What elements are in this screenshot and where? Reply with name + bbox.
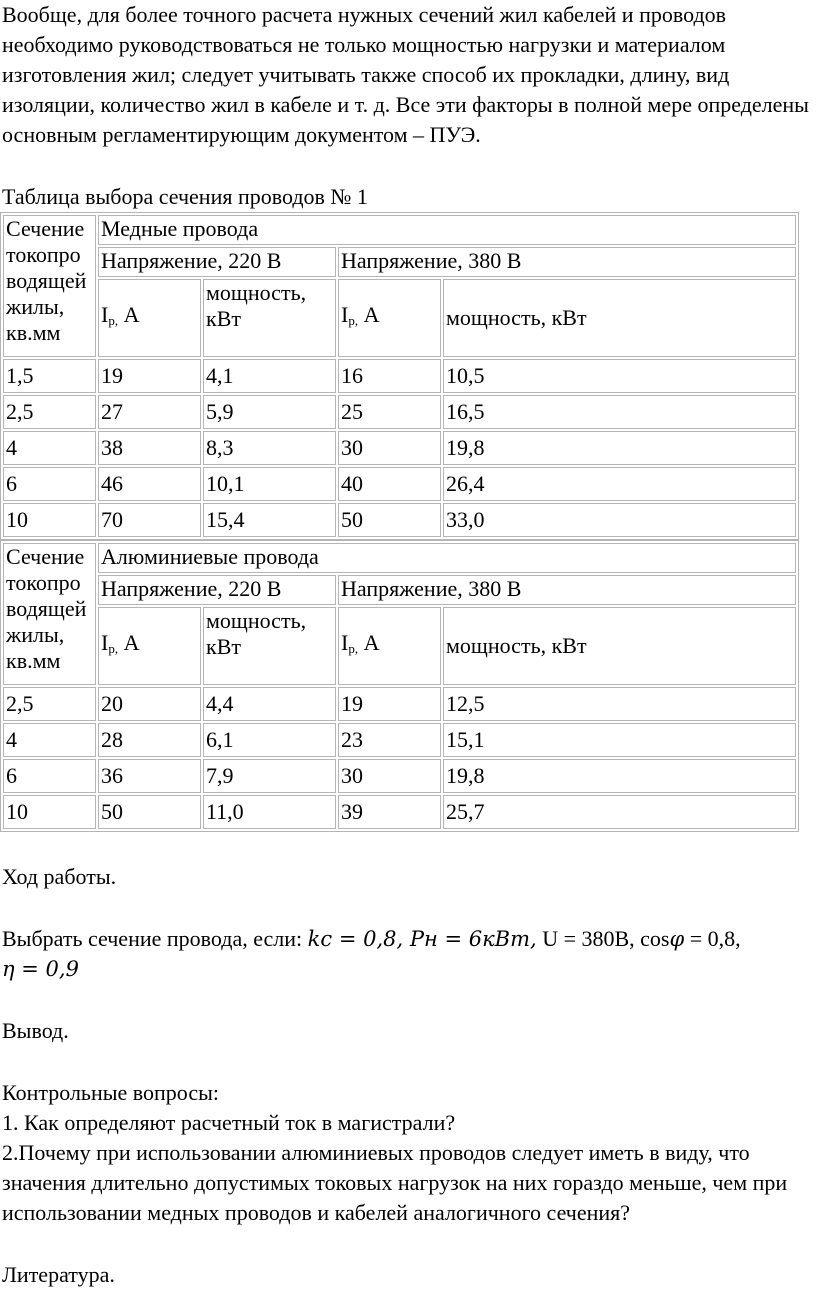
cell-power-220: 4,1	[203, 359, 336, 393]
table-row	[3, 467, 796, 501]
current-symbol: I	[341, 302, 349, 327]
task-formula-1: 𝑘𝑐 = 0,8, 𝑃н = 6кВт,	[307, 927, 537, 951]
copper-table-body	[3, 359, 796, 537]
cell-section: 1,5	[3, 359, 96, 393]
cell-power-220: 7,9	[203, 759, 336, 793]
question-item: 2.Почему при использовании алюминиевых проводов следует иметь в виду, что значения длительно допустимых токовых нагрузок на них гораздо меньше, чем при использовании медных проводов и кабелей аналогичного сечения?	[2, 1140, 788, 1225]
current-unit: А	[358, 630, 380, 655]
table-row	[3, 723, 796, 757]
cell-current-220: 20	[98, 687, 201, 721]
power-220-header-cell: мощность, кВт	[203, 607, 336, 685]
cell-power-220: 6,1	[203, 723, 336, 757]
cell-current-380: 30	[338, 759, 441, 793]
cell-power-220: 4,4	[203, 687, 336, 721]
current-380-header-cell	[338, 279, 441, 357]
power-380-header-cell: мощность, кВт	[443, 279, 796, 357]
current-symbol: I	[341, 630, 349, 655]
cell-current-380: 19	[338, 687, 441, 721]
table-row	[3, 359, 796, 393]
task-prefix: Выбрать сечение провода, если:	[2, 926, 308, 951]
current-symbol: I	[101, 630, 109, 655]
cell-power-380: 26,4	[443, 467, 796, 501]
section-header-cell: Сечение токопро водящей жилы, кв.мм	[3, 543, 96, 685]
cell-power-380: 19,8	[443, 759, 796, 793]
cell-current-220: 19	[98, 359, 201, 393]
workflow-heading: Ход работы.	[2, 864, 117, 889]
current-subscript: р,	[348, 641, 359, 656]
cell-current-220: 28	[98, 723, 201, 757]
cell-power-380: 10,5	[443, 359, 796, 393]
conclusion-heading: Вывод.	[2, 1018, 69, 1043]
cell-power-380: 33,0	[443, 503, 796, 537]
voltage-380-header-cell: Напряжение, 380 В	[338, 247, 796, 277]
power-380-header-cell: мощность, кВт	[443, 607, 796, 685]
cell-power-380: 12,5	[443, 687, 796, 721]
cell-section: 6	[3, 467, 96, 501]
cell-section: 4	[3, 723, 96, 757]
cell-current-380: 30	[338, 431, 441, 465]
current-unit: А	[118, 302, 140, 327]
cell-current-220: 46	[98, 467, 201, 501]
cell-section: 10	[3, 503, 96, 537]
cell-power-380: 15,1	[443, 723, 796, 757]
questions-title: Контрольные вопросы:	[2, 1080, 219, 1105]
cell-power-380: 25,7	[443, 795, 796, 829]
voltage-380-header-cell: Напряжение, 380 В	[338, 575, 796, 605]
task-plain: U = 380В, cos	[536, 926, 670, 951]
task-plain-2: = 0,8,	[684, 926, 741, 951]
cell-section: 2,5	[3, 687, 96, 721]
voltage-220-header-cell: Напряжение, 220 В	[98, 575, 336, 605]
material-header-cell: Медные провода	[98, 215, 796, 245]
intro-paragraph: Вообще, для более точного расчета нужных сечений жил кабелей и проводов необходимо руководствоваться не только мощностью нагрузки и материалом изготовления жил; следует учитывать также способ их прокладки, длину, вид изоляции, количество жил в кабеле и т. д. Все эти факторы в полной мере определены основным регламентирующим документом – ПУЭ.	[2, 2, 809, 147]
cell-power-380: 19,8	[443, 431, 796, 465]
question-item: 1. Как определяют расчетный ток в магистрали?	[2, 1110, 456, 1135]
cell-current-380: 25	[338, 395, 441, 429]
cell-current-380: 40	[338, 467, 441, 501]
task-phi: 𝜑	[669, 927, 685, 951]
cell-current-380: 50	[338, 503, 441, 537]
current-220-header-cell	[98, 279, 201, 357]
document-page	[2, 0, 812, 1290]
current-symbol: I	[101, 302, 109, 327]
current-380-header-cell	[338, 607, 441, 685]
table-row	[3, 503, 796, 537]
task-formula-2: 𝜂 = 0,9	[2, 957, 79, 981]
current-subscript: р,	[348, 313, 359, 328]
table-caption: Таблица выбора сечения проводов № 1	[2, 184, 368, 209]
cell-current-380: 16	[338, 359, 441, 393]
current-unit: А	[358, 302, 380, 327]
cell-power-220: 11,0	[203, 795, 336, 829]
material-header-cell: Алюминиевые провода	[98, 543, 796, 573]
section-header-cell: Сечение токопро водящей жилы, кв.мм	[3, 215, 96, 357]
current-unit: А	[118, 630, 140, 655]
cell-section: 10	[3, 795, 96, 829]
cell-power-220: 10,1	[203, 467, 336, 501]
cell-power-220: 8,3	[203, 431, 336, 465]
cell-current-220: 38	[98, 431, 201, 465]
aluminum-table-body	[3, 687, 796, 829]
cell-section: 2,5	[3, 395, 96, 429]
cell-current-380: 23	[338, 723, 441, 757]
current-subscript: р,	[108, 313, 119, 328]
cell-power-380: 16,5	[443, 395, 796, 429]
table-row	[3, 759, 796, 793]
table-row	[3, 431, 796, 465]
cell-current-220: 50	[98, 795, 201, 829]
cell-current-380: 39	[338, 795, 441, 829]
current-220-header-cell	[98, 607, 201, 685]
task-paragraph	[2, 924, 812, 984]
table-row	[3, 795, 796, 829]
copper-wires-table	[0, 212, 799, 540]
voltage-220-header-cell: Напряжение, 220 В	[98, 247, 336, 277]
table-row	[3, 395, 796, 429]
cell-current-220: 27	[98, 395, 201, 429]
current-subscript: р,	[108, 641, 119, 656]
cell-current-220: 36	[98, 759, 201, 793]
cell-current-220: 70	[98, 503, 201, 537]
cell-power-220: 5,9	[203, 395, 336, 429]
cell-section: 4	[3, 431, 96, 465]
cell-power-220: 15,4	[203, 503, 336, 537]
power-220-header-cell: мощность, кВт	[203, 279, 336, 357]
literature-heading: Литература.	[2, 1262, 115, 1287]
table-row	[3, 687, 796, 721]
aluminum-wires-table	[0, 540, 799, 832]
cell-section: 6	[3, 759, 96, 793]
